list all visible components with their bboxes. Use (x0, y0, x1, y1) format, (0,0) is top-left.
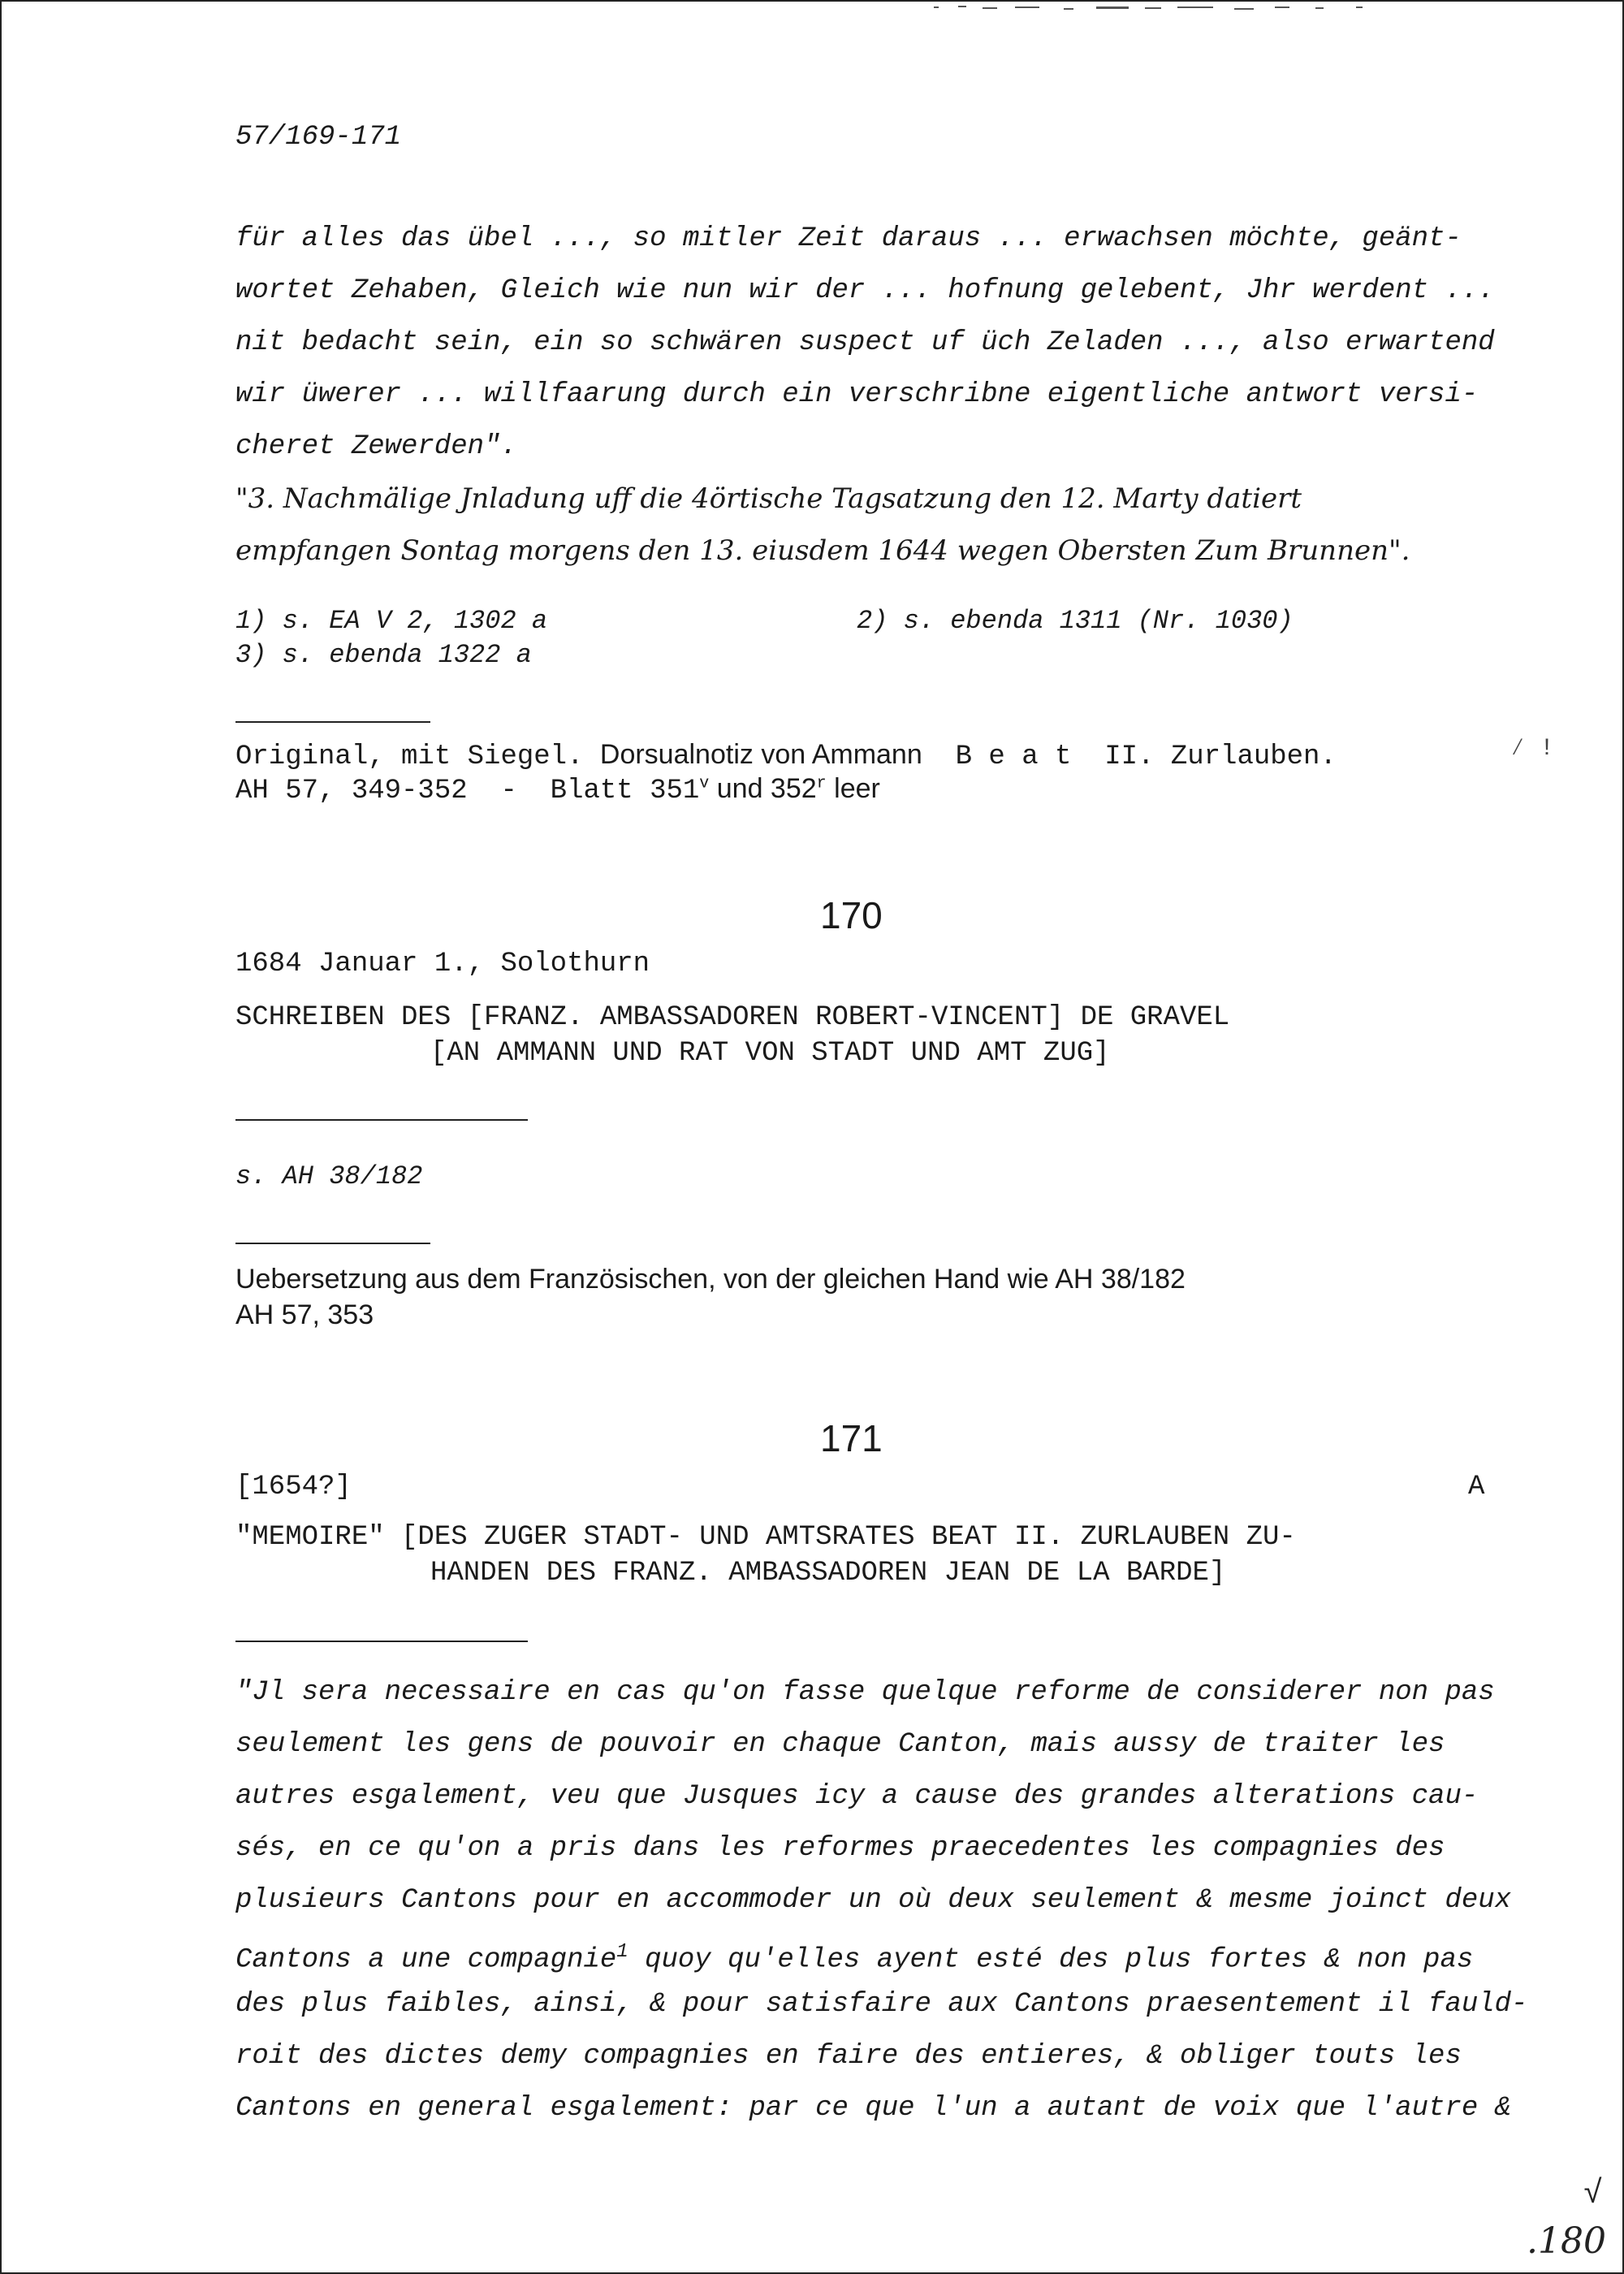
text-line: für alles das übel ..., so mitler Zeit daraus ... erwachsen möchte, geänt- (235, 223, 1462, 254)
note-line: "3. Nachmälige Jnladung uff die 4örtische Tagsatzung den 12. Marty datiert (235, 482, 1302, 515)
previous-text (235, 213, 1502, 473)
document-number: 171 (820, 1417, 883, 1459)
superscript: r (816, 774, 827, 793)
source-note-part: AH 57, 349-352 - Blatt 351 (235, 776, 700, 806)
source-note-part: und 352 (709, 773, 817, 804)
document-date: [1654?] (235, 1472, 352, 1502)
footnote-marker: 1 (616, 1941, 628, 1963)
document-number: 170 (820, 894, 883, 936)
note-line: empfangen Sontag morgens den 13. eiusdem 1644 wegen Obersten Zum Brunnen". (235, 534, 1410, 567)
page-number: .180 (1527, 2220, 1606, 2262)
text-line: wortet Zehaben, Gleich wie nun wir der ... hofnung gelebent, Jhr werdent ... (235, 275, 1495, 306)
document-marker: A (1468, 1472, 1485, 1502)
reference-note: s. AH 38/182 (235, 1161, 423, 1191)
body-line: seulement les gens de pouvoir en chaque Canton, mais aussy de traiter les (235, 1729, 1445, 1760)
margin-side-mark: ⁄ ! (1510, 735, 1555, 763)
scan-noise (934, 3, 1389, 13)
body-line: autres esgalement, veu que Jusques icy a cause des grandes alterations cau- (235, 1781, 1479, 1812)
body-line: des plus faibles, ainsi, & pour satisfaire aux Cantons praesentement il fauld- (235, 1989, 1528, 2020)
source-note-part: B e a t (955, 741, 1072, 772)
text-line: wir üwerer ... willfaarung durch ein verschribne eigentliche antwort versi- (235, 379, 1479, 410)
document-title: "MEMOIRE" [DES ZUGER STADT- UND AMTSRATES BEAT II. ZURLAUBEN ZU- (235, 1522, 1296, 1553)
document-title: SCHREIBEN DES [FRANZ. AMBASSADOREN ROBERT-VINCENT] DE GRAVEL (235, 1002, 1230, 1033)
source-note-part: Dorsualnotiz von Ammann (599, 739, 922, 770)
checkmark-icon: √ (1583, 2177, 1604, 2213)
body-line-part: Cantons a une compagnie (235, 1944, 617, 1976)
source-note-169 (235, 739, 1337, 772)
divider (235, 1119, 528, 1121)
footnote-1: 1) s. EA V 2, 1302 a (235, 606, 548, 636)
memoire-body (235, 1667, 1528, 2134)
divider (235, 721, 430, 723)
body-line (235, 1926, 1502, 1978)
source-note-part: II. Zurlauben. (1104, 741, 1337, 772)
source-note-169-line2 (235, 773, 880, 806)
body-line: "Jl sera necessaire en cas qu'on fasse quelque reforme de considerer non pas (235, 1677, 1495, 1708)
source-note-part: Original, mit Siegel. (235, 741, 584, 772)
superscript: v (699, 774, 710, 793)
header-reference: 57/169-171 (235, 122, 402, 153)
footnote-3: 3) s. ebenda 1322 a (235, 640, 532, 670)
handwritten-note (235, 473, 1502, 577)
text-line: cheret Zewerden". (235, 431, 517, 462)
document-title-continued: [AN AMMANN UND RAT VON STADT UND AMT ZUG] (430, 1038, 1110, 1069)
divider (235, 1243, 430, 1244)
divider (235, 1641, 528, 1642)
source-note-part: leer (826, 773, 880, 804)
source-note-170-line2: AH 57, 353 (235, 1299, 374, 1330)
body-line: Cantons en general esgalement: par ce que l'un a autant de voix que l'autre & (235, 2093, 1512, 2124)
document-date: 1684 Januar 1., Solothurn (235, 949, 650, 979)
footnote-2: 2) s. ebenda 1311 (Nr. 1030) (857, 606, 1294, 636)
body-line: roit des dictes demy compagnies en faire des entieres, & obliger touts les (235, 2041, 1462, 2072)
body-line: plusieurs Cantons pour en accommoder un où deux seulement & mesme joinct deux (235, 1885, 1512, 1916)
body-line-part: quoy qu'elles ayent esté des plus fortes & non pas (628, 1944, 1474, 1976)
text-line: nit bedacht sein, ein so schwären suspect uf üch Zeladen ..., also erwartend (235, 327, 1495, 358)
document-title-continued: HANDEN DES FRANZ. AMBASSADOREN JEAN DE LA BARDE] (430, 1558, 1226, 1589)
body-line: sés, en ce qu'on a pris dans les reformes praecedentes les compagnies des (235, 1833, 1445, 1864)
source-note-170: Uebersetzung aus dem Französischen, von der gleichen Hand wie AH 38/182 (235, 1264, 1186, 1295)
